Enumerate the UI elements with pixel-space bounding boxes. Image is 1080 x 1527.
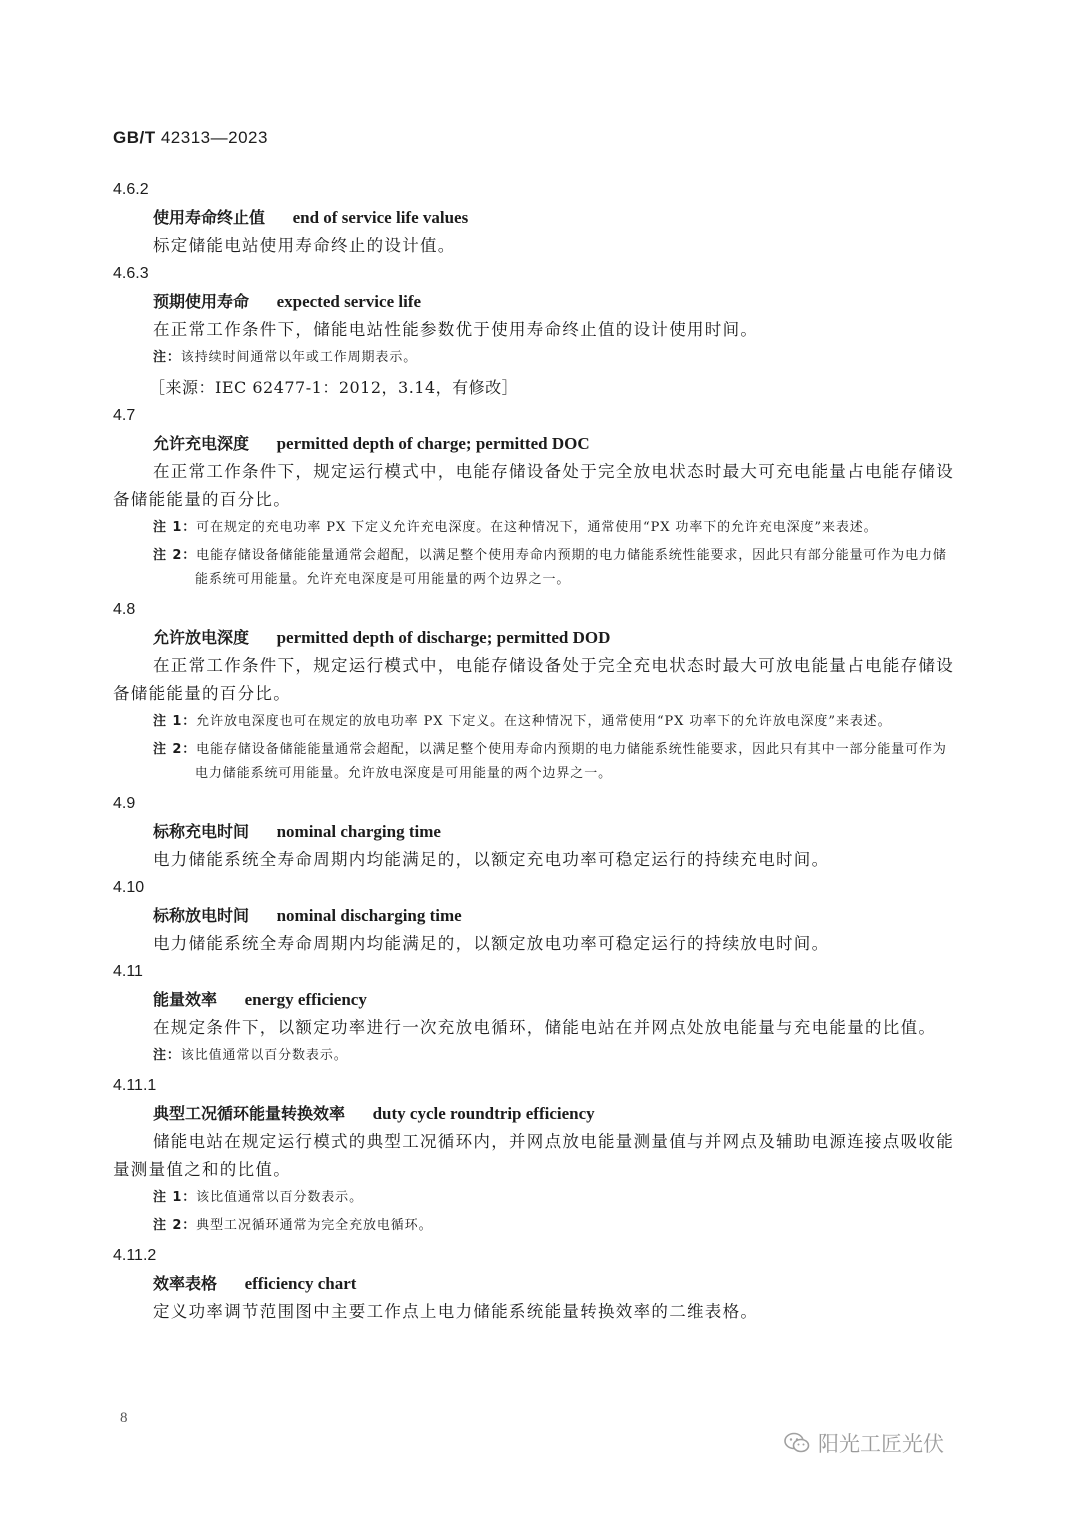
term-number: 4.9 <box>113 795 136 812</box>
term-title <box>113 818 955 846</box>
term-zh: 典型工况循环能量转换效率 <box>153 1104 346 1123</box>
term-en: end of service life values <box>292 208 469 227</box>
note-text: 典型工况循环通常为完全充放电循环。 <box>196 1218 433 1233</box>
page-number: 8 <box>120 1410 128 1426</box>
term-title <box>113 624 955 652</box>
term-zh: 预期使用寿命 <box>153 292 250 311</box>
note-text: 电能存储设备储能能量通常会超配，以满足整个使用寿命内预期的电力储能系统性能要求，因此只有其中一部分能量可作为电力储能系统可用能量。允许放电深度是可用能量的两个边界之一。 <box>195 742 947 781</box>
term-zh: 允许充电深度 <box>153 434 250 453</box>
note-label: 注 2： <box>153 1218 197 1233</box>
note-text: 可在规定的充电功率 PX 下定义允许充电深度。在这种情况下，通常使用“PX 功率下的允许充电深度”来表述。 <box>196 520 878 535</box>
standard-code: GB/T <box>113 128 156 147</box>
term-zh: 使用寿命终止值 <box>153 208 266 227</box>
term-en: duty cycle roundtrip efficiency <box>372 1104 595 1123</box>
note-text: 该持续时间通常以年或工作周期表示。 <box>180 350 418 365</box>
term-en: energy efficiency <box>244 990 367 1009</box>
term-title <box>113 204 955 232</box>
term-note <box>113 516 955 540</box>
term-entry <box>113 1242 955 1326</box>
term-title <box>113 430 955 458</box>
term-number: 4.10 <box>113 879 145 896</box>
term-title <box>113 986 955 1014</box>
term-zh: 标称放电时间 <box>153 906 250 925</box>
terms-content <box>113 176 955 1326</box>
term-number: 4.8 <box>113 601 136 618</box>
term-title <box>113 1100 955 1128</box>
standard-number: 42313—2023 <box>160 128 268 147</box>
term-note <box>113 1044 955 1068</box>
note-text: 电能存储设备储能能量通常会超配，以满足整个使用寿命内预期的电力储能系统性能要求，因此只有部分能量可作为电力储能系统可用能量。允许充电深度是可用能量的两个边界之一。 <box>195 548 947 587</box>
term-definition: 在正常工作条件下，规定运行模式中，电能存储设备处于完全放电状态时最大可充电能量占电能存储设备储能能量的百分比。 <box>113 462 954 509</box>
term-entry <box>113 176 955 260</box>
term-en: expected service life <box>276 292 422 311</box>
term-title <box>113 1270 955 1298</box>
note-label: 注： <box>153 1048 181 1063</box>
term-definition: 在正常工作条件下，规定运行模式中，电能存储设备处于完全充电状态时最大可放电能量占电能存储设备储能能量的百分比。 <box>113 656 954 703</box>
term-entry <box>113 958 955 1068</box>
term-note <box>113 710 955 734</box>
wechat-icon <box>784 1432 810 1454</box>
term-number: 4.7 <box>113 407 136 424</box>
note-label: 注 2： <box>153 548 197 563</box>
term-entry <box>113 596 955 786</box>
note-label: 注 1： <box>153 520 197 535</box>
term-definition: 在规定条件下，以额定功率进行一次充放电循环，储能电站在并网点处放电能量与充电能量的比值。 <box>153 1018 937 1037</box>
note-label: 注 2： <box>153 742 197 757</box>
standard-header <box>113 128 268 148</box>
term-entry <box>113 1072 955 1238</box>
term-entry <box>113 874 955 958</box>
term-en: permitted depth of charge; permitted DOC <box>276 434 590 453</box>
term-zh: 允许放电深度 <box>153 628 250 647</box>
note-label: 注 1： <box>153 714 197 729</box>
term-note <box>113 544 955 592</box>
term-entry <box>113 790 955 874</box>
term-definition: 电力储能系统全寿命周期内均能满足的，以额定放电功率可稳定运行的持续放电时间。 <box>153 934 830 953</box>
term-en: nominal discharging time <box>276 906 462 925</box>
term-definition: 在正常工作条件下，储能电站性能参数优于使用寿命终止值的设计使用时间。 <box>153 320 759 339</box>
term-note <box>113 346 955 370</box>
term-definition: 定义功率调节范围图中主要工作点上电力储能系统能量转换效率的二维表格。 <box>153 1302 759 1321</box>
term-definition: 标定储能电站使用寿命终止的设计值。 <box>153 236 456 255</box>
term-note <box>113 1214 955 1238</box>
note-label: 注： <box>153 350 181 365</box>
note-text: 该比值通常以百分数表示。 <box>180 1048 348 1063</box>
term-en: efficiency chart <box>244 1274 357 1293</box>
note-text: 允许放电深度也可在规定的放电功率 PX 下定义。在这种情况下，通常使用“PX 功率下的允许放电深度”来表述。 <box>196 714 892 729</box>
note-text: 该比值通常以百分数表示。 <box>196 1190 363 1205</box>
term-number: 4.11.1 <box>113 1077 157 1094</box>
term-zh: 效率表格 <box>153 1274 218 1293</box>
term-entry <box>113 402 955 592</box>
term-en: nominal charging time <box>276 822 441 841</box>
note-label: 注 1： <box>153 1190 197 1205</box>
term-zh: 标称充电时间 <box>153 822 250 841</box>
term-number: 4.6.2 <box>113 181 149 198</box>
term-zh: 能量效率 <box>153 990 218 1009</box>
term-note <box>113 738 955 786</box>
term-title <box>113 902 955 930</box>
term-entry <box>113 260 955 402</box>
term-number: 4.6.3 <box>113 265 149 282</box>
watermark-text: 阳光工匠光伏 <box>818 1432 944 1456</box>
term-number: 4.11.2 <box>113 1247 157 1264</box>
term-note <box>113 1186 955 1210</box>
term-definition: 电力储能系统全寿命周期内均能满足的，以额定充电功率可稳定运行的持续充电时间。 <box>153 850 830 869</box>
term-title <box>113 288 955 316</box>
watermark <box>784 1428 944 1458</box>
term-definition: 储能电站在规定运行模式的典型工况循环内，并网点放电能量测量值与并网点及辅助电源连接点吸收能量测量值之和的比值。 <box>113 1132 954 1179</box>
term-en: permitted depth of discharge; permitted DOD <box>276 628 611 647</box>
term-source: ［来源：IEC 62477-1：2012，3.14，有修改］ <box>149 378 519 397</box>
term-number: 4.11 <box>113 963 143 980</box>
